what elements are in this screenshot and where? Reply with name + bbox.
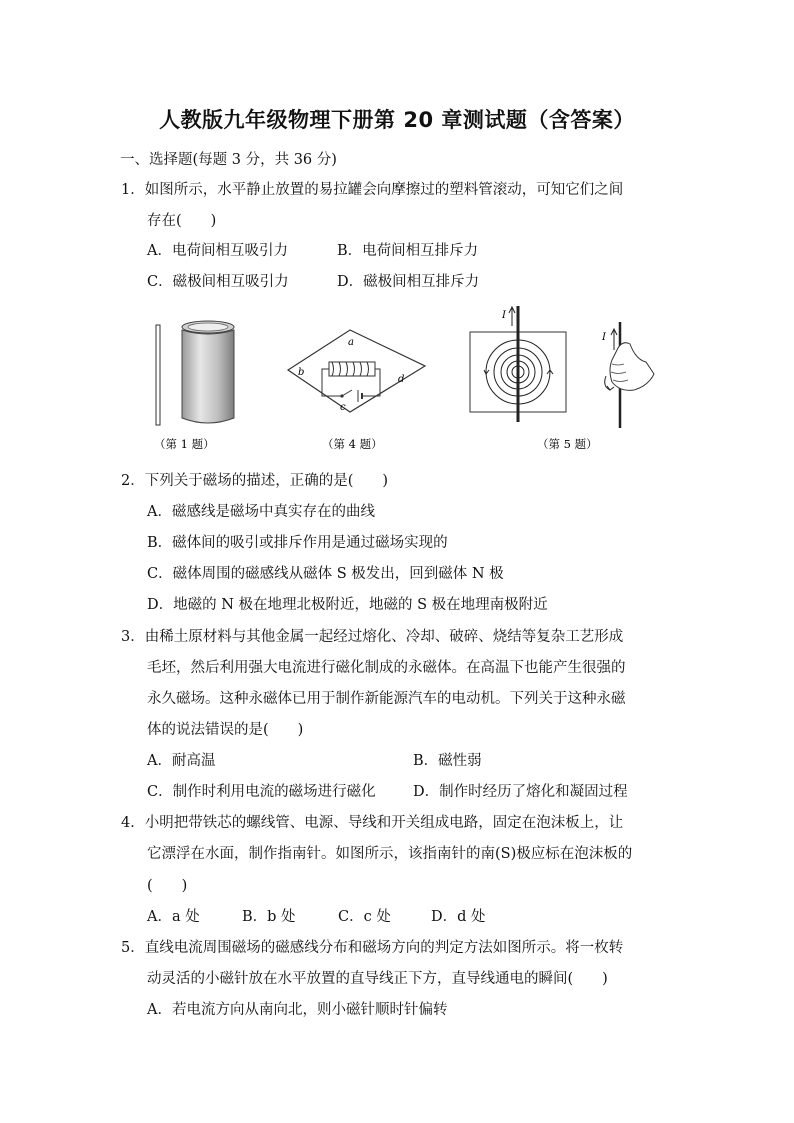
q2-option-c: C．磁体周围的磁感线从磁体 S 极发出，回到磁体 N 极 bbox=[147, 566, 504, 582]
figure-4-caption: （第 4 题） bbox=[322, 437, 383, 451]
q4-stem-line3: ( ) bbox=[147, 878, 188, 894]
q2-stem: 2．下列关于磁场的描述，正确的是( ) bbox=[121, 473, 389, 489]
q2-option-d: D．地磁的 N 极在地理北极附近，地磁的 S 极在地理南极附近 bbox=[147, 597, 548, 613]
figure-5-right-hand-icon bbox=[605, 322, 654, 428]
figure-4-label-a: a bbox=[348, 337, 354, 348]
q3-option-d: D．制作时经历了熔化和凝固过程 bbox=[413, 784, 628, 800]
q4-option-c: C．c 处 bbox=[338, 909, 391, 925]
figure-4-label-c: c bbox=[340, 402, 346, 413]
q5-stem-line2: 动灵活的小磁针放在水平放置的直导线正下方，直导线通电的瞬间( ) bbox=[147, 971, 608, 987]
q3-option-a: A．耐高温 bbox=[147, 753, 216, 769]
q5-stem-line1: 5．直线电流周围磁场的磁感线分布和磁场方向的判定方法如图所示。将一枚转 bbox=[121, 940, 624, 956]
q4-option-b: B．b 处 bbox=[242, 909, 296, 925]
q1-stem-line2: 存在( ) bbox=[147, 213, 217, 229]
q5-option-a: A．若电流方向从南向北，则小磁针顺时针偏转 bbox=[147, 1002, 448, 1018]
figure-4-compass-board bbox=[288, 330, 425, 412]
q4-option-d: D．d 处 bbox=[431, 909, 486, 925]
figure-5-label-current: I bbox=[502, 310, 506, 321]
q4-stem-line2: 它漂浮在水面，制作指南针。如图所示，该指南针的南(S)极应标在泡沫板的 bbox=[147, 846, 633, 862]
figure-5-field-lines bbox=[470, 306, 566, 422]
q1-stem-line1: 1．如图所示，水平静止放置的易拉罐会向摩擦过的塑料管滚动，可知它们之间 bbox=[121, 182, 624, 198]
q3-stem-line1: 3．由稀土原材料与其他金属一起经过熔化、冷却、破碎、烧结等复杂工艺形成 bbox=[121, 629, 624, 645]
figure-4-label-d: d bbox=[398, 374, 405, 385]
figure-5-hand-label-current: I bbox=[602, 332, 606, 343]
q3-stem-line4: 体的说法错误的是( ) bbox=[147, 722, 304, 738]
section-heading: 一、选择题(每题 3 分，共 36 分) bbox=[120, 152, 337, 168]
q1-option-a: A．电荷间相互吸引力 bbox=[147, 243, 288, 259]
figure-4-label-b: b bbox=[298, 367, 305, 378]
figure-1-can-and-tube bbox=[156, 321, 234, 425]
q1-option-b: B．电荷间相互排斥力 bbox=[337, 243, 479, 259]
figure-5-caption: （第 5 题） bbox=[537, 437, 598, 451]
figures-row bbox=[140, 300, 680, 460]
q3-stem-line3: 永久磁场。这种永磁体已用于制作新能源汽车的电动机。下列关于这种永磁 bbox=[147, 691, 626, 707]
q3-option-c: C．制作时利用电流的磁场进行磁化 bbox=[147, 784, 376, 800]
q4-stem-line1: 4．小明把带铁芯的螺线管、电源、导线和开关组成电路，固定在泡沫板上，让 bbox=[121, 815, 624, 831]
q4-option-a: A．a 处 bbox=[147, 909, 200, 925]
figure-1-caption: （第 1 题） bbox=[154, 437, 215, 451]
q1-option-d: D．磁极间相互排斥力 bbox=[337, 274, 480, 290]
q2-option-a: A．磁感线是磁场中真实存在的曲线 bbox=[147, 504, 375, 520]
q1-option-c: C．磁极间相互吸引力 bbox=[147, 274, 289, 290]
document-title: 人教版九年级物理下册第 20 章测试题（含答案） bbox=[159, 108, 635, 132]
q3-option-b: B．磁性弱 bbox=[413, 753, 482, 769]
q3-stem-line2: 毛坯，然后利用强大电流进行磁化制成的永磁体。在高温下也能产生很强的 bbox=[147, 660, 626, 676]
q2-option-b: B．磁体间的吸引或排斥作用是通过磁场实现的 bbox=[147, 535, 448, 551]
